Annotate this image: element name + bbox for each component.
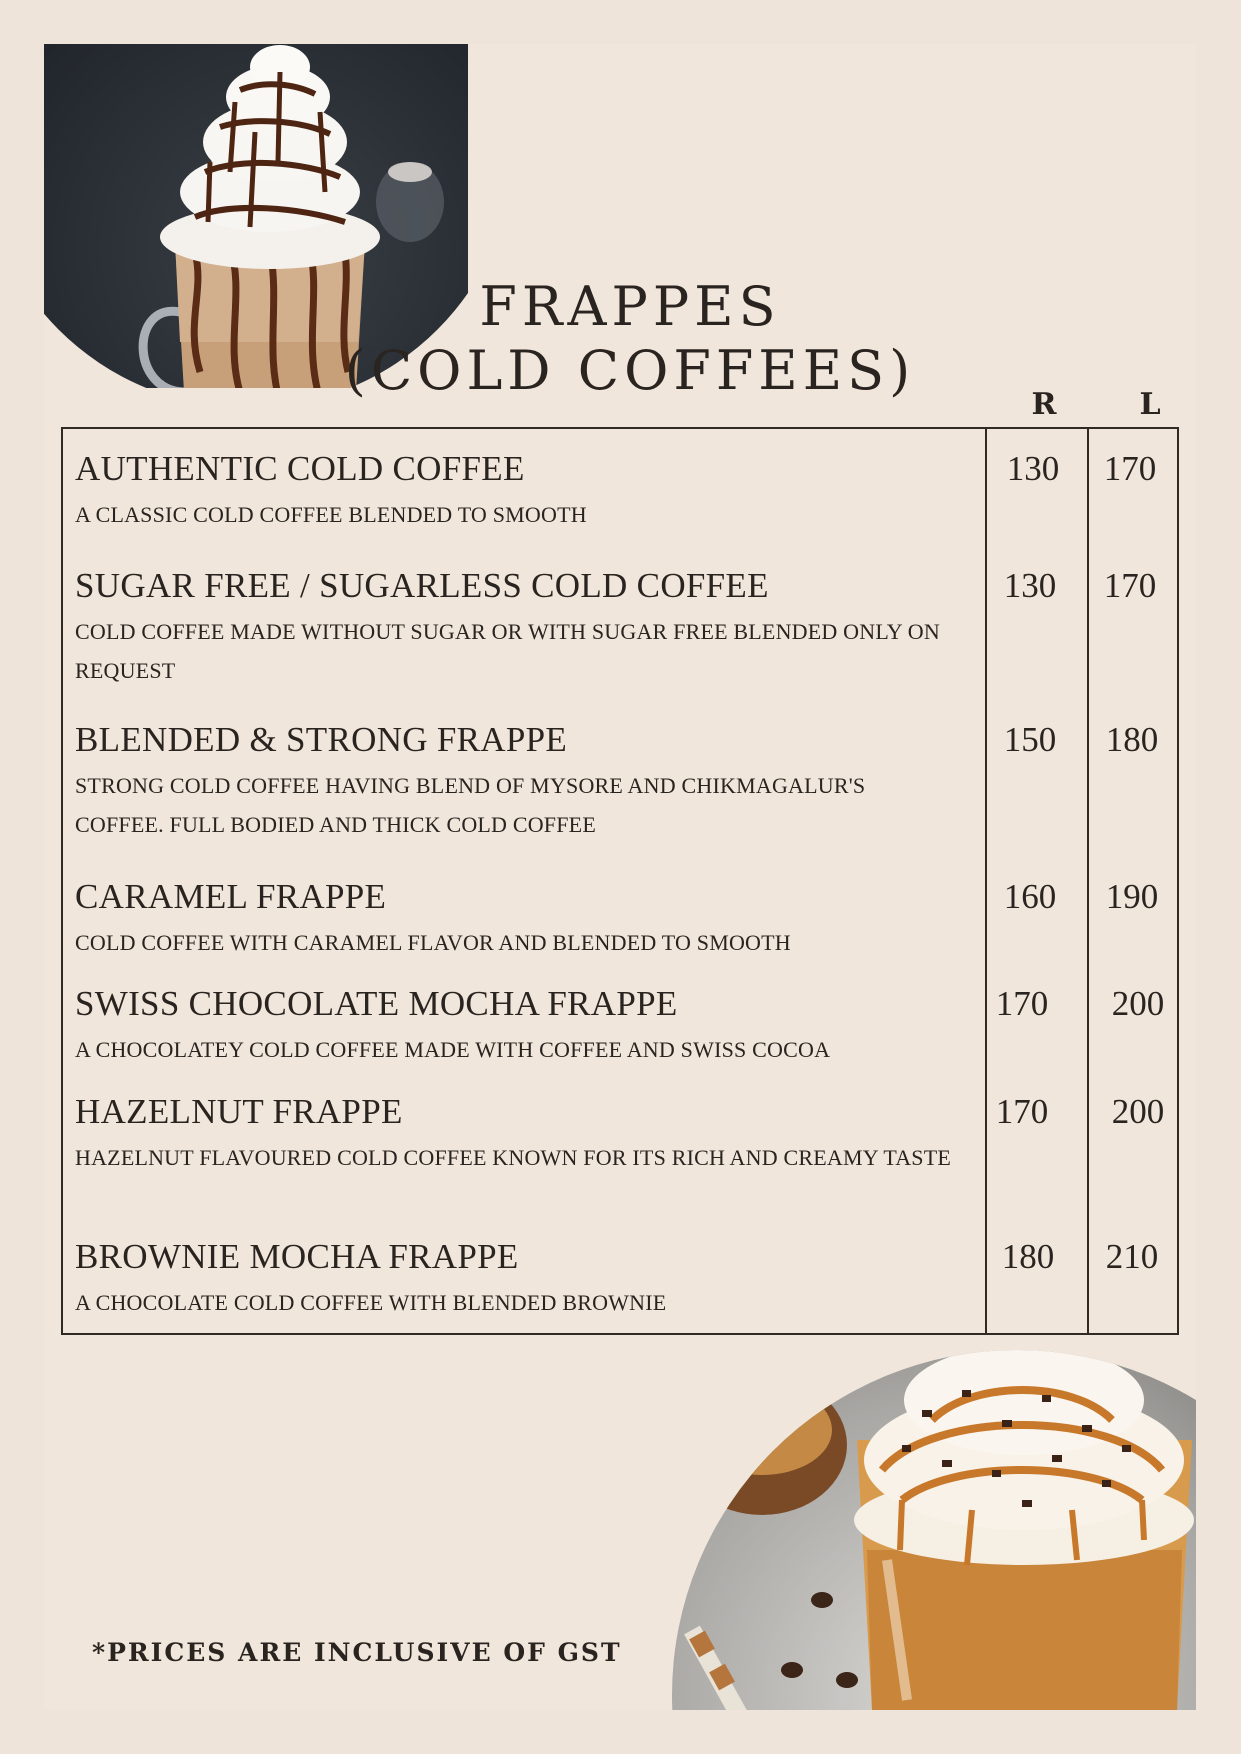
price-large: 210 <box>1105 1237 1159 1276</box>
price-large: 200 <box>1111 1092 1165 1131</box>
item-description: STRONG COLD COFFEE HAVING BLEND OF MYSORE AND CHIKMAGALUR'S COFFEE. FULL BODIED AND THICK COLD COFFEE <box>75 773 866 837</box>
menu-item-hazelnut-frappe <box>75 1092 1025 1177</box>
price-large: 190 <box>1105 877 1159 916</box>
item-name: AUTHENTIC COLD COFFEE <box>75 449 525 488</box>
menu-item-blended-strong-frappe <box>75 720 1025 844</box>
price-regular: 150 <box>1003 720 1057 759</box>
menu-table <box>61 427 1179 1335</box>
price-regular: 130 <box>1006 449 1060 488</box>
item-description: COLD COFFEE WITH CARAMEL FLAVOR AND BLENDED TO SMOOTH <box>75 930 791 955</box>
item-name: HAZELNUT FRAPPE <box>75 1092 403 1131</box>
price-large: 200 <box>1111 984 1165 1023</box>
item-description: HAZELNUT FLAVOURED COLD COFFEE KNOWN FOR ITS RICH AND CREAMY TASTE <box>75 1145 952 1170</box>
price-regular: 170 <box>995 1092 1049 1131</box>
menu-item-swiss-chocolate-mocha-frappe <box>75 984 1025 1069</box>
menu-item-brownie-mocha-frappe <box>75 1237 1025 1322</box>
item-description: COLD COFFEE MADE WITHOUT SUGAR OR WITH SUGAR FREE BLENDED ONLY ON REQUEST <box>75 619 940 683</box>
item-description: A CHOCOLATE COLD COFFEE WITH BLENDED BROWNIE <box>75 1290 667 1315</box>
title-line-2: (COLD COFFEES) <box>344 339 916 402</box>
size-header-large: L <box>1139 387 1161 422</box>
item-name: SUGAR FREE / SUGARLESS COLD COFFEE <box>75 566 769 605</box>
price-regular: 170 <box>995 984 1049 1023</box>
price-regular: 130 <box>1003 566 1057 605</box>
item-name: CARAMEL FRAPPE <box>75 877 387 916</box>
item-name: BROWNIE MOCHA FRAPPE <box>75 1237 519 1276</box>
gst-note: *PRICES ARE INCLUSIVE OF GST <box>92 1638 622 1667</box>
menu-item-sugar-free-cold-coffee <box>75 566 1025 690</box>
price-large: 170 <box>1103 566 1157 605</box>
title-line-1: FRAPPES <box>479 275 781 338</box>
page-title <box>300 275 960 403</box>
item-description: A CLASSIC COLD COFFEE BLENDED TO SMOOTH <box>75 502 587 527</box>
item-name: BLENDED & STRONG FRAPPE <box>75 720 568 759</box>
price-large: 170 <box>1103 449 1157 488</box>
price-large: 180 <box>1105 720 1159 759</box>
caramel-frappe-photo <box>672 1350 1196 1710</box>
item-name: SWISS CHOCOLATE MOCHA FRAPPE <box>75 984 678 1023</box>
menu-item-authentic-cold-coffee <box>75 449 1025 534</box>
size-header-regular: R <box>1031 387 1057 422</box>
price-regular: 160 <box>1003 877 1057 916</box>
price-regular: 180 <box>1001 1237 1055 1276</box>
menu-item-caramel-frappe <box>75 877 1025 962</box>
item-description: A CHOCOLATEY COLD COFFEE MADE WITH COFFEE AND SWISS COCOA <box>75 1037 831 1062</box>
